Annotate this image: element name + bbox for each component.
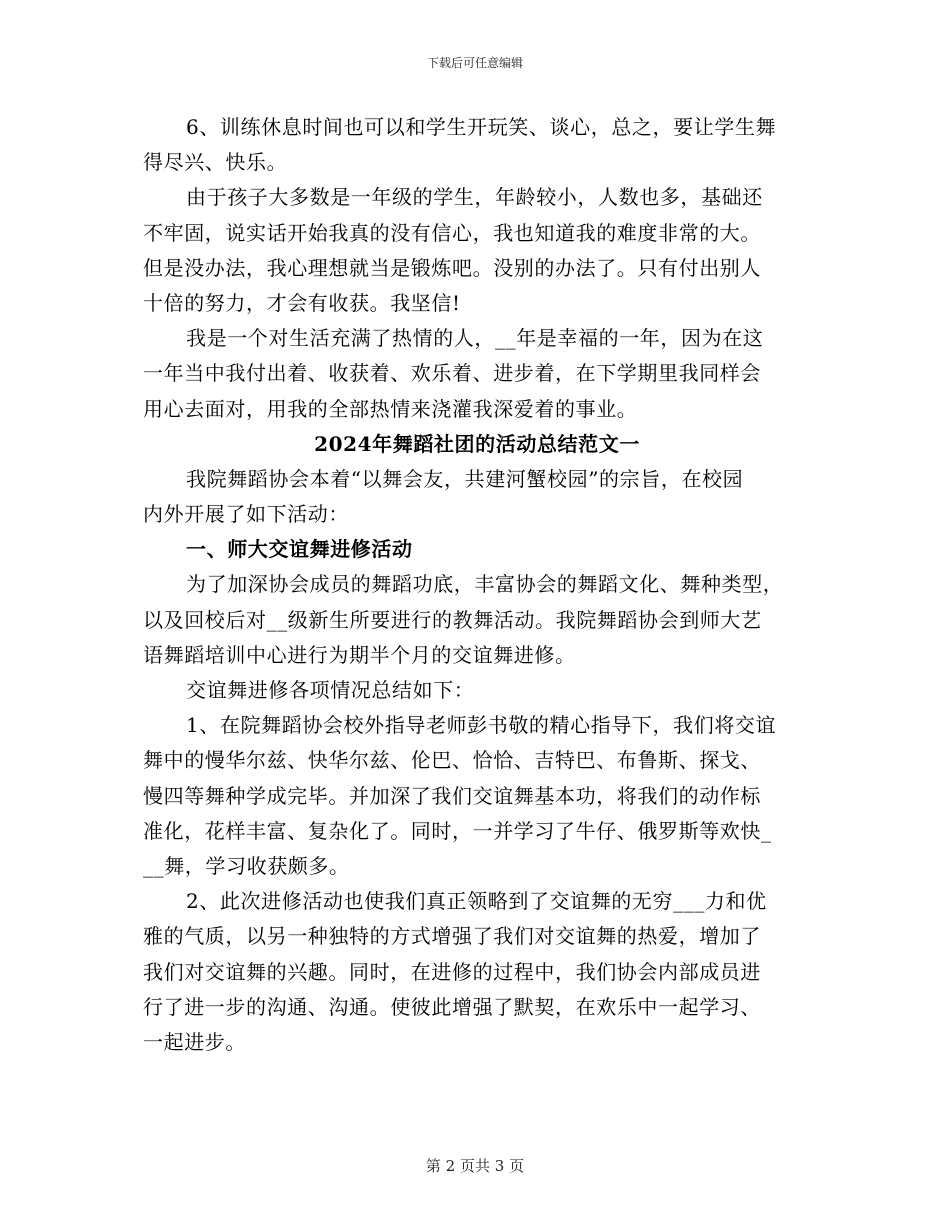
body-text-line: 得尽兴、快乐。	[143, 150, 288, 175]
body-text-line: 行了进一步的沟通、沟通。使彼此增强了默契，在欢乐中一起学习、	[143, 994, 761, 1019]
body-text-line: 2、此次进修活动也使我们真正领略到了交谊舞的无穷___力和优	[186, 889, 767, 914]
body-text-line: 舞中的慢华尔兹、快华尔兹、伦巴、恰恰、吉特巴、布鲁斯、探戈、	[143, 748, 761, 773]
body-text-line: 为了加深协会成员的舞蹈功底，丰富协会的舞蹈文化、舞种类型，	[186, 572, 784, 597]
body-text-line: 以及回校后对__级新生所要进行的教舞活动。我院舞蹈协会到师大艺	[143, 607, 762, 632]
body-text-line: 交谊舞进修各项情况总结如下：	[186, 678, 475, 702]
body-text-line: 1、在院舞蹈协会校外指导老师彭书敬的精心指导下，我们将交谊	[186, 713, 777, 738]
body-text-line: 但是没办法，我心理想就当是锻炼吧。没别的办法了。只有付出别人	[143, 255, 761, 280]
body-text-line: 我是一个对生活充满了热情的人，__年是幸福的一年，因为在这	[186, 326, 764, 351]
body-text-line: 十倍的努力，才会有收获。我坚信!	[143, 290, 461, 315]
section-title: 2024年舞蹈社团的活动总结范文一	[314, 431, 640, 456]
body-text-line: 一年当中我付出着、收获着、欢乐着、进步着，在下学期里我同样会	[143, 361, 761, 386]
body-text-line: 我们对交谊舞的兴趣。同时，在进修的过程中，我们协会内部成员进	[143, 959, 761, 984]
body-text-line: 雅的气质，以另一种独特的方式增强了我们对交谊舞的热爱，增加了	[143, 924, 761, 949]
section-heading: 一、师大交谊舞进修活动	[186, 537, 413, 562]
body-text-line: 一起进步。	[143, 1029, 246, 1054]
body-text-line: 语舞蹈培训中心进行为期半个月的交谊舞进修。	[143, 642, 576, 667]
body-text-line: 我院舞蹈协会本着“以舞会友，共建河蟹校园”的宗旨，在校园	[186, 466, 744, 491]
body-text-line: 准化，花样丰富、复杂化了。同时，一并学习了牛仔、俄罗斯等欢快_	[143, 818, 772, 843]
body-text-line: 内外开展了如下活动：	[143, 502, 349, 527]
body-text-line: 慢四等舞种学成完毕。并加深了我们交谊舞基本功，将我们的动作标	[143, 783, 761, 808]
page-header: 下载后可任意编辑	[426, 56, 523, 70]
body-text-line: __舞，学习收获颇多。	[143, 853, 350, 878]
body-text-line: 不牢固，说实话开始我真的没有信心，我也知道我的难度非常的大。	[143, 220, 761, 245]
body-text-line: 用心去面对，用我的全部热情来浇灌我深爱着的事业。	[143, 396, 638, 421]
body-text-line: 由于孩子大多数是一年级的学生，年龄较小，人数也多，基础还	[186, 185, 763, 210]
body-text-line: 6、训练休息时间也可以和学生开玩笑、谈心，总之，要让学生舞	[186, 115, 777, 139]
document-body	[143, 110, 811, 1060]
page-footer: 第 2 页共 3 页	[425, 1157, 525, 1175]
